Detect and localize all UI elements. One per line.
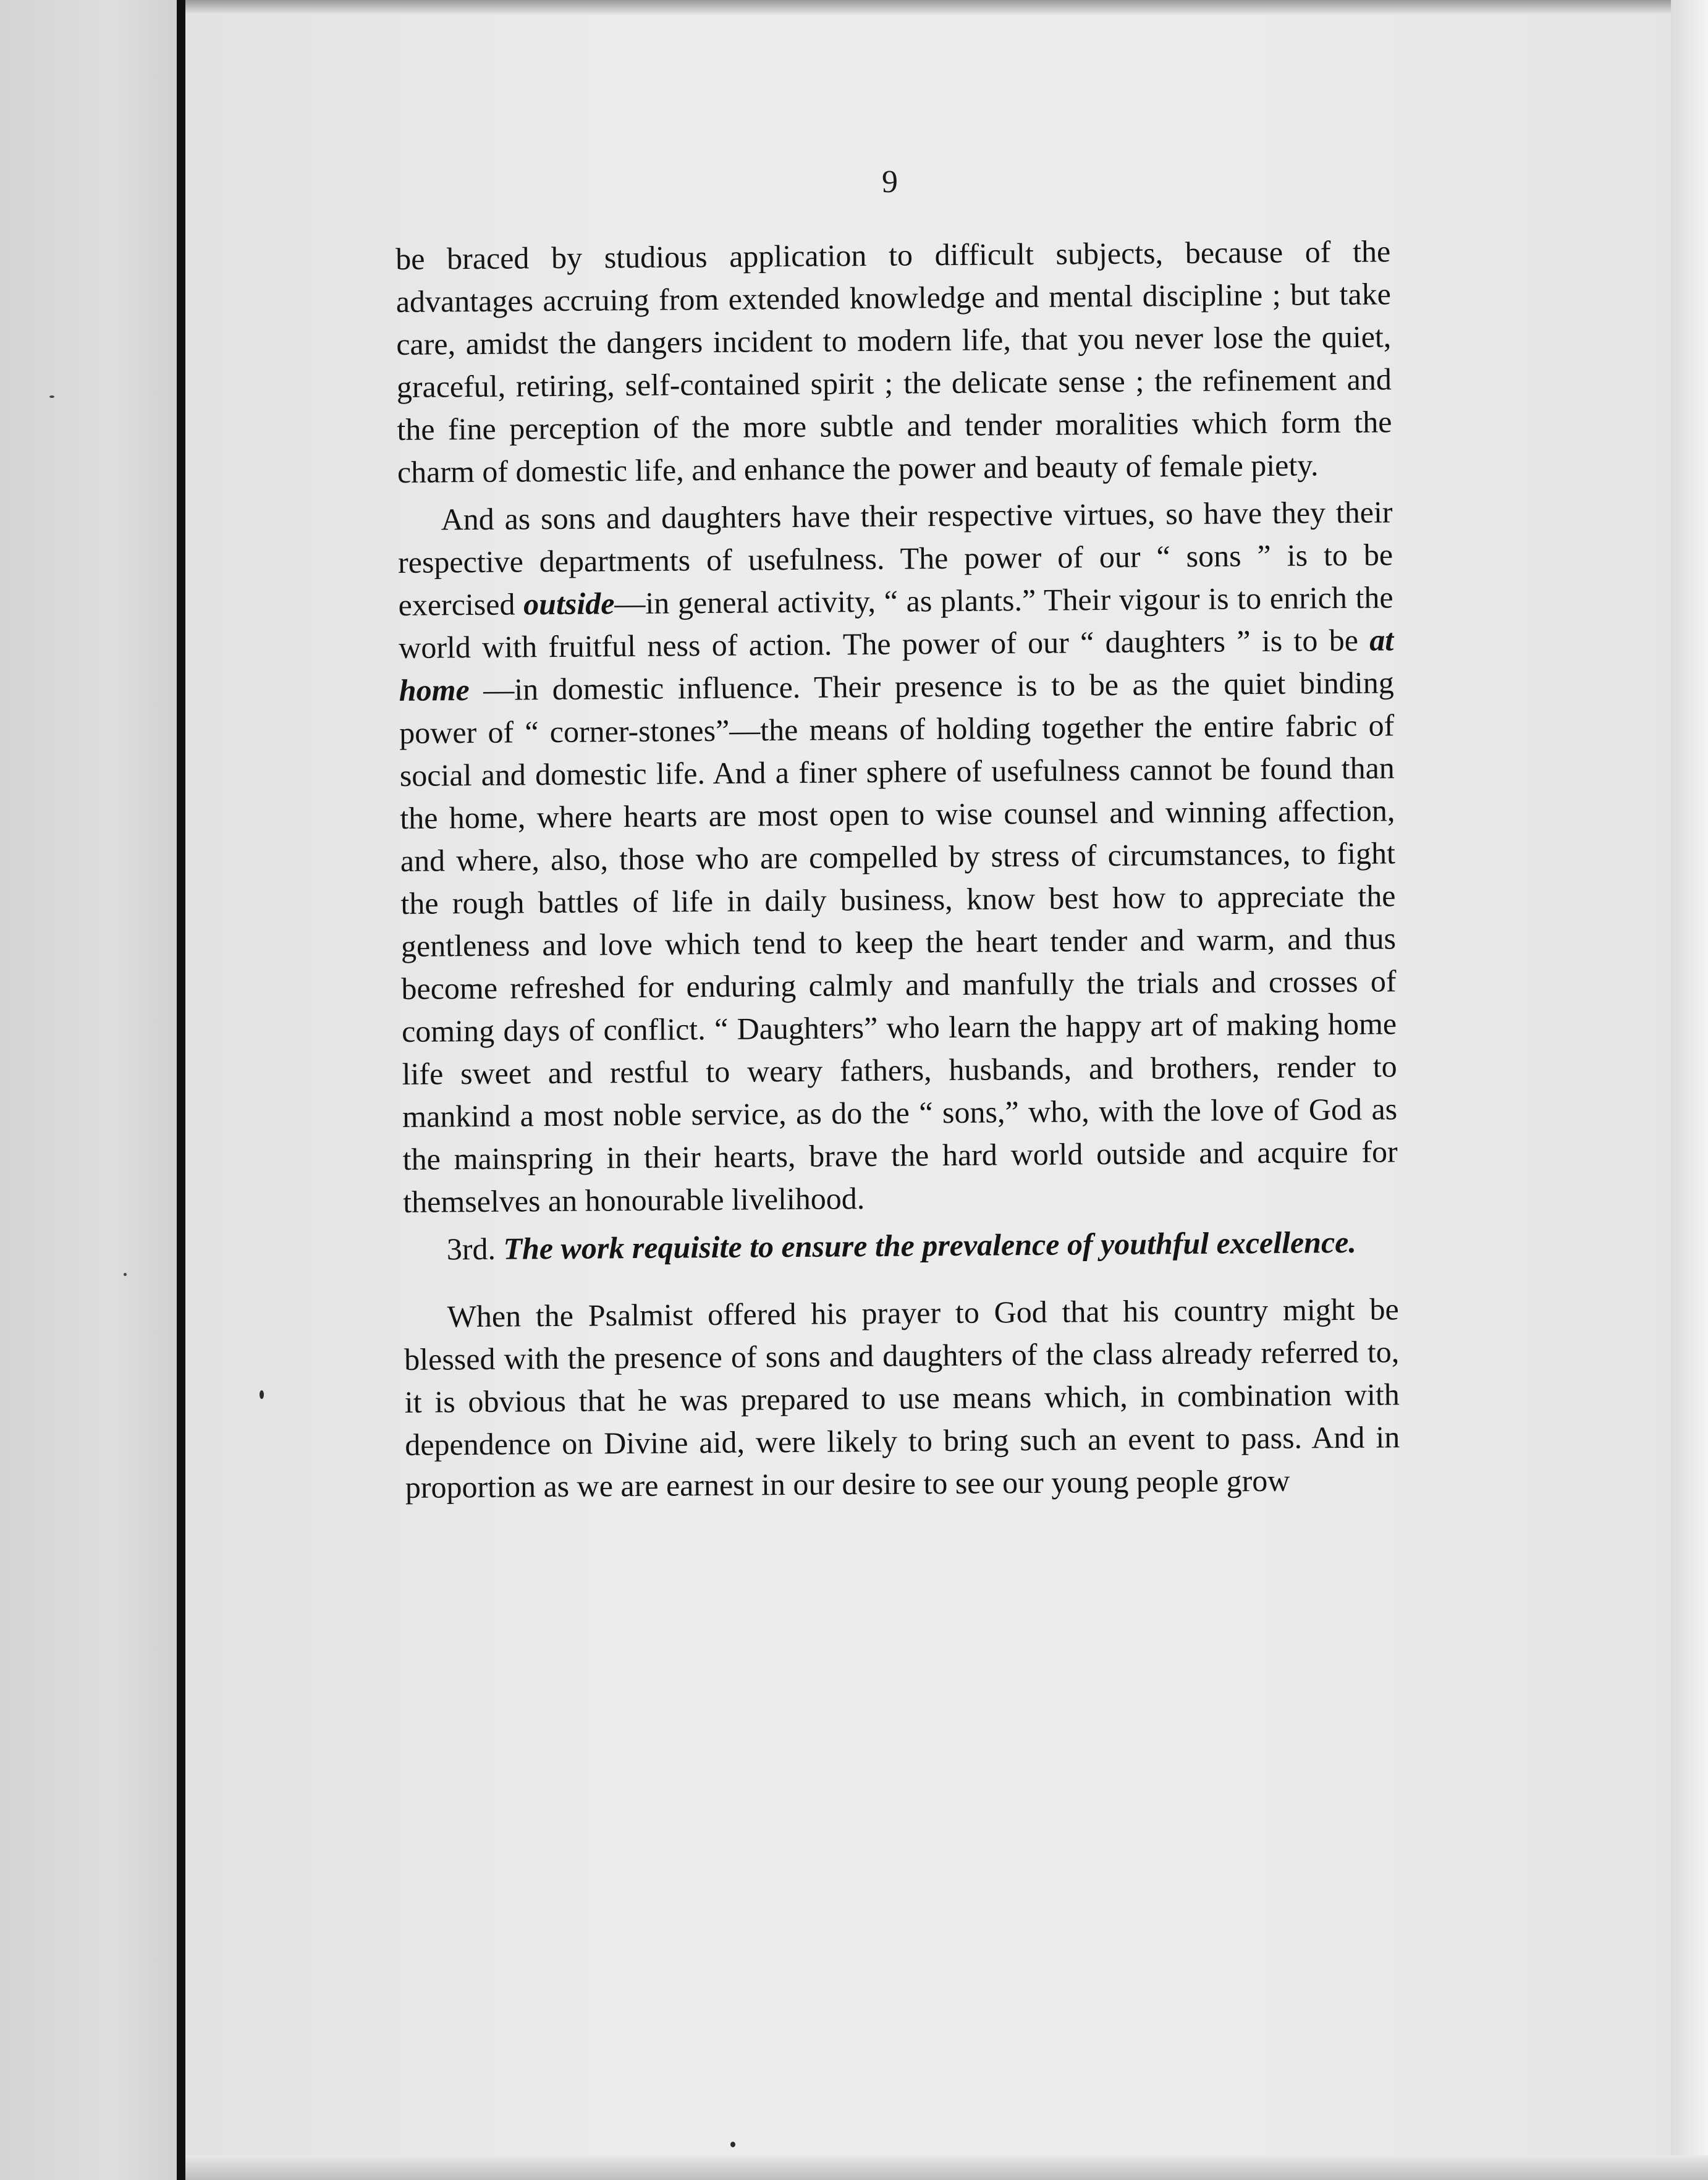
section-heading (404, 1220, 1398, 1271)
text-run: —in domestic influence. Their presence is to be as the quiet binding power of “ corner-stones”—the means of holding together the entire fabric of social and domestic life. And a finer sphere of usefulness cannot be found than the home, where hearts are most open to wise counsel and winning affection, and where, also, those who are compelled by stress of circumstances, to fight the rough battles of life in daily business, know best how to appreciate the gentleness and love which tend to keep the heart tender and warm, and thus become refreshed for enduring calmly and manfully the trials and crosses of coming days of conflict. “ Daughters” who learn the happy art of making home life sweet and restful to weary fathers, husbands, and brothers, render to mankind a most noble service, as do the “ sons,” who, with the love of God as the mainspring in their hearts, brave the hard world outside and acquire for themselves an honourable livelihood. (399, 665, 1398, 1219)
page-text (395, 230, 1400, 1509)
emphasis-at-home: at home (399, 622, 1394, 708)
page-number: 9 (882, 164, 898, 200)
page-right-edge (1671, 0, 1708, 2180)
paragraph-sons-and-daughters (397, 491, 1398, 1223)
text-run: —in general activity, “ as plants.” Their vigour is to enrich the world with fruitful ness of action. The power of our “ daughters ” is to be (398, 580, 1393, 665)
scan-speck (124, 1273, 127, 1276)
text-run: And as sons and daughters have their respective virtues, so have they their respective departments of usefulness. The power of our “ sons ” is to be exercised (397, 494, 1393, 622)
section-number: 3rd. (446, 1231, 496, 1267)
page-gutter (177, 0, 185, 2180)
scan-speck (49, 395, 54, 398)
section-title: The work requisite to ensure the prevalence of youthful excellence. (503, 1224, 1357, 1266)
adjacent-page-strip (0, 0, 185, 2180)
page-bottom-edge (185, 2155, 1708, 2180)
ink-spot (730, 2142, 735, 2147)
ink-spot (260, 1390, 264, 1399)
page-top-edge (185, 0, 1708, 15)
emphasis-outside: outside (523, 586, 615, 622)
paragraph-psalmist: When the Psalmist offered his prayer to God that his country might be blessed with the presence of sons and daughters of the class already referred to, it is obvious that he was prepared to use means which, in combination with dependence on Divine aid, were likely to bring such an event to pass. And in proportion as we are earnest in our desire to see our young people grow (404, 1291, 1400, 1505)
paragraph-continuation: be braced by studious application to difficult subjects, because of the advantages accruing from extended knowledge and mental discipline ; but take care, amidst the dangers incident to modern life, that you never lose the quiet, graceful, retiring, self-contained spirit ; the delicate sense ; the refinement and the fine perception of the more subtle and tender moralities which form the charm of domestic life, and enhance the power and beauty of female piety. (395, 234, 1392, 489)
